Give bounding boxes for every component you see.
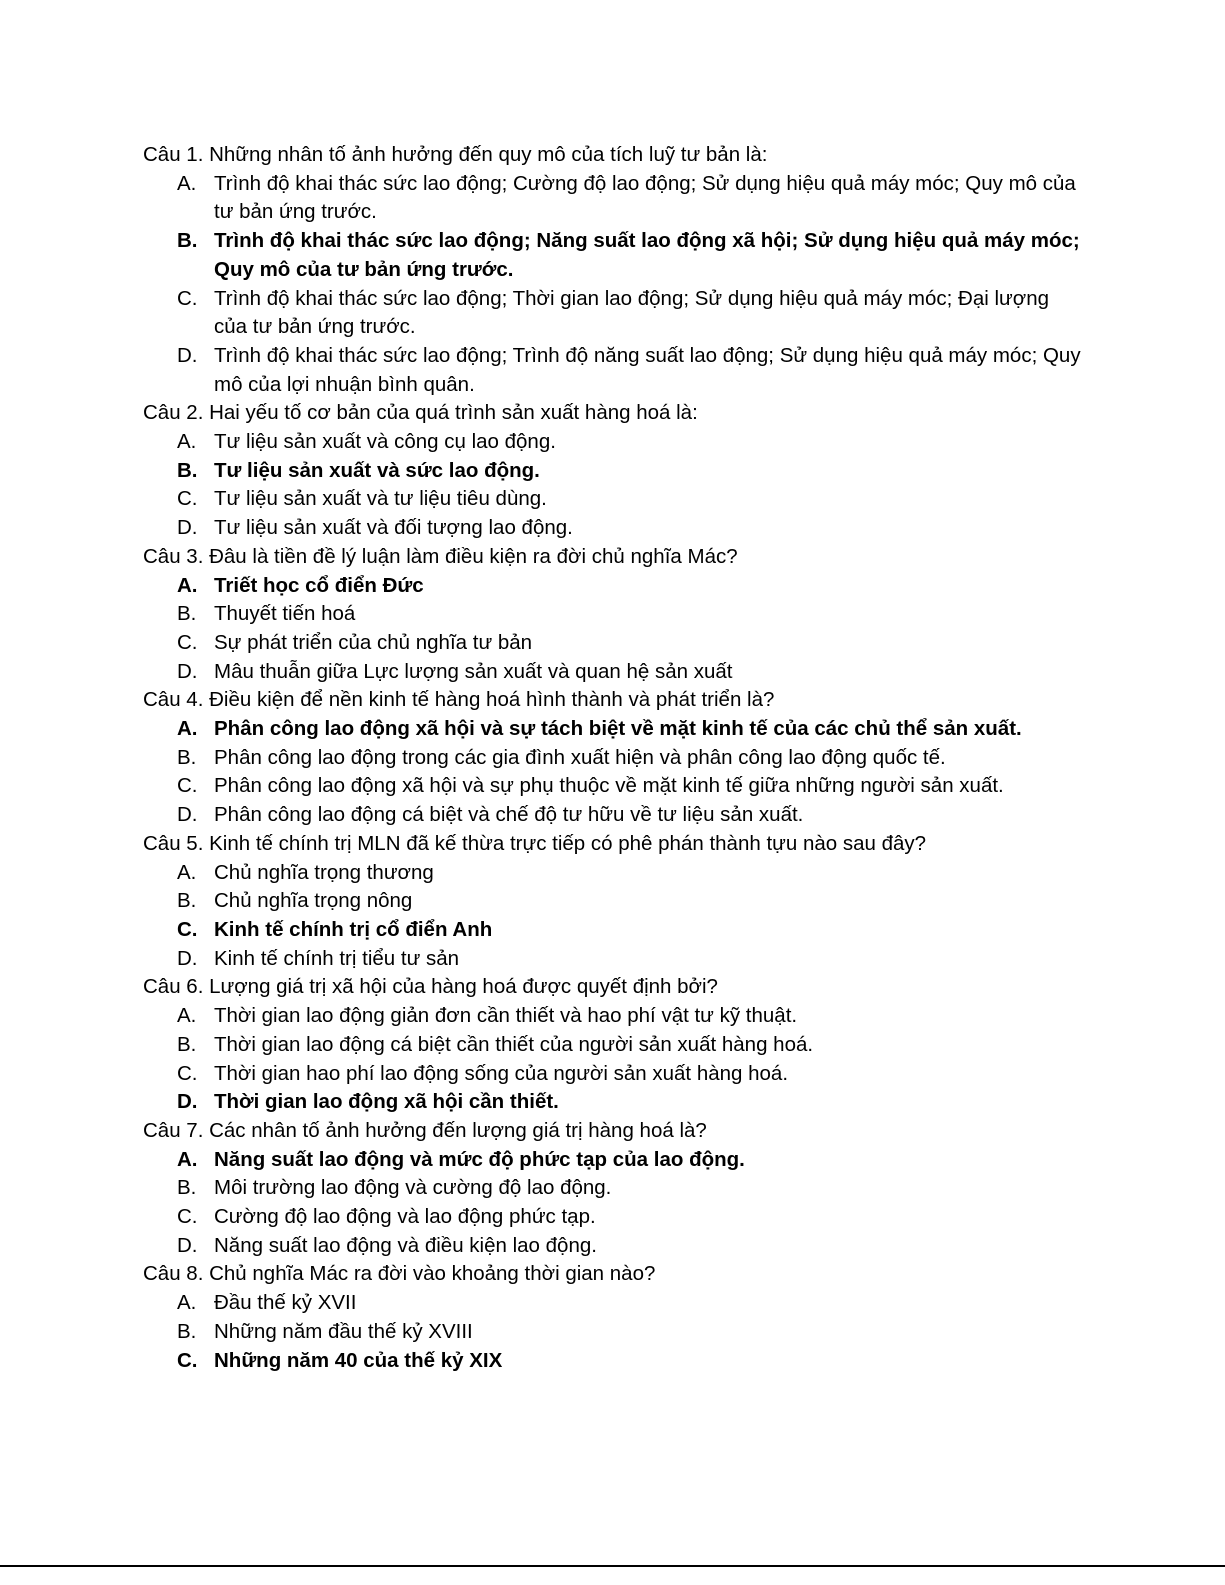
option-text: Những năm 40 của thế kỷ XIX <box>214 1348 503 1372</box>
answer-option <box>143 744 1083 773</box>
answer-option <box>143 285 1083 342</box>
answer-option <box>143 801 1083 830</box>
answer-option <box>143 1318 1083 1347</box>
option-letter: C. <box>177 917 198 941</box>
question-text: Câu 8. Chủ nghĩa Mác ra đời vào khoảng thời gian nào? <box>143 1262 656 1286</box>
question-text: Câu 3. Đâu là tiền đề lý luận làm điều kiện ra đời chủ nghĩa Mác? <box>143 544 738 568</box>
option-text: Tư liệu sản xuất và sức lao động. <box>214 458 540 482</box>
answer-option <box>143 1060 1083 1089</box>
option-text: Tư liệu sản xuất và công cụ lao động. <box>214 430 556 454</box>
answer-option <box>143 170 1083 227</box>
question-text: Câu 2. Hai yếu tố cơ bản của quá trình sản xuất hàng hoá là: <box>143 401 698 425</box>
answer-options <box>143 170 1083 400</box>
option-text: Phân công lao động trong các gia đình xuất hiện và phân công lao động quốc tế. <box>214 745 946 769</box>
answer-option <box>143 514 1083 543</box>
option-letter: D. <box>177 1090 198 1114</box>
question-block <box>143 1117 1083 1261</box>
answer-option <box>143 428 1083 457</box>
question-block <box>143 399 1083 543</box>
answer-option <box>143 1002 1083 1031</box>
answer-option <box>143 1232 1083 1261</box>
option-letter: D. <box>177 1233 198 1257</box>
answer-option-correct <box>143 457 1083 486</box>
option-text: Thuyết tiến hoá <box>214 602 356 626</box>
answer-option <box>143 658 1083 687</box>
answer-options <box>143 1002 1083 1117</box>
question-list <box>143 141 1083 1375</box>
option-text: Chủ nghĩa trọng thương <box>214 860 434 884</box>
option-text: Tư liệu sản xuất và tư liệu tiêu dùng. <box>214 487 547 511</box>
option-letter: C. <box>177 487 198 511</box>
answer-option-correct <box>143 1347 1083 1376</box>
option-letter: B. <box>177 889 197 913</box>
option-text: Phân công lao động xã hội và sự phụ thuộc về mặt kinh tế giữa những người sản xuất. <box>214 774 1004 798</box>
answer-options <box>143 572 1083 687</box>
option-letter: C. <box>177 774 198 798</box>
option-text: Những năm đầu thế kỷ XVIII <box>214 1319 473 1343</box>
option-text: Phân công lao động xã hội và sự tách biệt về mặt kinh tế của các chủ thể sản xuất. <box>214 717 1022 741</box>
option-letter: D. <box>177 516 198 540</box>
option-letter: B. <box>177 229 198 253</box>
option-text: Cường độ lao động và lao động phức tạp. <box>214 1205 596 1229</box>
option-letter: C. <box>177 630 198 654</box>
answer-option-correct <box>143 227 1083 284</box>
option-text: Kinh tế chính trị tiểu tư sản <box>214 946 460 970</box>
answer-option <box>143 629 1083 658</box>
answer-option-correct <box>143 715 1083 744</box>
answer-option <box>143 945 1083 974</box>
option-text: Chủ nghĩa trọng nông <box>214 889 413 913</box>
option-text: Mâu thuẫn giữa Lực lượng sản xuất và quan hệ sản xuất <box>214 659 733 683</box>
option-letter: B. <box>177 1032 197 1056</box>
option-text: Tư liệu sản xuất và đối tượng lao động. <box>214 516 573 540</box>
question-block <box>143 141 1083 399</box>
option-letter: D. <box>177 659 198 683</box>
answer-option <box>143 1174 1083 1203</box>
page-bottom-border <box>0 1565 1225 1567</box>
question-block <box>143 1260 1083 1375</box>
answer-option <box>143 887 1083 916</box>
answer-option <box>143 772 1083 801</box>
answer-option <box>143 342 1083 399</box>
question-text: Câu 6. Lượng giá trị xã hội của hàng hoá được quyết định bởi? <box>143 975 718 999</box>
option-text: Năng suất lao động và điều kiện lao động. <box>214 1233 597 1257</box>
option-letter: A. <box>177 573 198 597</box>
option-letter: A. <box>177 1147 198 1171</box>
option-letter: A. <box>177 717 198 741</box>
option-text: Thời gian lao động xã hội cần thiết. <box>214 1090 559 1114</box>
answer-options <box>143 1289 1083 1375</box>
option-text: Trình độ khai thác sức lao động; Cường độ lao động; Sử dụng hiệu quả máy móc; Quy mô của tư bản ứng trước. <box>214 171 1076 224</box>
option-letter: D. <box>177 343 198 367</box>
answer-option <box>143 859 1083 888</box>
option-text: Kinh tế chính trị cổ điển Anh <box>214 917 493 941</box>
option-letter: C. <box>177 286 198 310</box>
option-letter: B. <box>177 602 197 626</box>
answer-option <box>143 485 1083 514</box>
answer-option-correct <box>143 572 1083 601</box>
option-letter: D. <box>177 803 198 827</box>
option-letter: B. <box>177 1319 197 1343</box>
option-letter: B. <box>177 1176 197 1200</box>
question-text: Câu 1. Những nhân tố ảnh hưởng đến quy mô của tích luỹ tư bản là: <box>143 143 768 166</box>
answer-options <box>143 859 1083 974</box>
question-text: Câu 7. Các nhân tố ảnh hưởng đến lượng giá trị hàng hoá là? <box>143 1118 707 1142</box>
option-text: Năng suất lao động và mức độ phức tạp của lao động. <box>214 1147 745 1171</box>
answer-option-correct <box>143 1088 1083 1117</box>
question-text: Câu 4. Điều kiện để nền kinh tế hàng hoá hình thành và phát triển là? <box>143 688 775 712</box>
option-text: Triết học cổ điển Đức <box>214 573 424 597</box>
question-block <box>143 973 1083 1117</box>
answer-option-correct <box>143 916 1083 945</box>
answer-option <box>143 600 1083 629</box>
option-text: Phân công lao động cá biệt và chế độ tư hữu về tư liệu sản xuất. <box>214 803 804 827</box>
option-text: Thời gian lao động cá biệt cần thiết của người sản xuất hàng hoá. <box>214 1032 814 1056</box>
answer-option <box>143 1031 1083 1060</box>
question-block <box>143 830 1083 974</box>
option-text: Thời gian hao phí lao động sống của người sản xuất hàng hoá. <box>214 1061 789 1085</box>
option-text: Thời gian lao động giản đơn cần thiết và hao phí vật tư kỹ thuật. <box>214 1004 798 1028</box>
answer-options <box>143 1146 1083 1261</box>
question-block <box>143 686 1083 830</box>
answer-option <box>143 1203 1083 1232</box>
option-letter: C. <box>177 1205 198 1229</box>
answer-option-correct <box>143 1146 1083 1175</box>
option-letter: A. <box>177 171 197 195</box>
answer-options <box>143 715 1083 830</box>
option-letter: B. <box>177 458 198 482</box>
option-text: Trình độ khai thác sức lao động; Năng suất lao động xã hội; Sử dụng hiệu quả máy móc; Quy mô của tư bản ứng trước. <box>214 229 1080 281</box>
option-letter: A. <box>177 1291 197 1315</box>
option-text: Môi trường lao động và cường độ lao động. <box>214 1176 612 1200</box>
question-block <box>143 543 1083 687</box>
option-letter: A. <box>177 860 197 884</box>
answer-options <box>143 428 1083 543</box>
option-letter: C. <box>177 1061 198 1085</box>
question-text: Câu 5. Kinh tế chính trị MLN đã kế thừa trực tiếp có phê phán thành tựu nào sau đây? <box>143 831 927 855</box>
option-text: Sự phát triển của chủ nghĩa tư bản <box>214 630 533 654</box>
option-letter: D. <box>177 946 198 970</box>
option-letter: A. <box>177 1004 197 1028</box>
option-text: Đầu thế kỷ XVII <box>214 1291 357 1315</box>
option-letter: A. <box>177 430 197 454</box>
option-letter: C. <box>177 1348 198 1372</box>
option-text: Trình độ khai thác sức lao động; Thời gian lao động; Sử dụng hiệu quả máy móc; Đại lượng của tư bản ứng trước. <box>214 286 1050 339</box>
answer-option <box>143 1289 1083 1318</box>
option-letter: B. <box>177 745 197 769</box>
option-text: Trình độ khai thác sức lao động; Trình độ năng suất lao động; Sử dụng hiệu quả máy móc; Quy mô của lợi nhuận bình quân. <box>214 343 1081 396</box>
